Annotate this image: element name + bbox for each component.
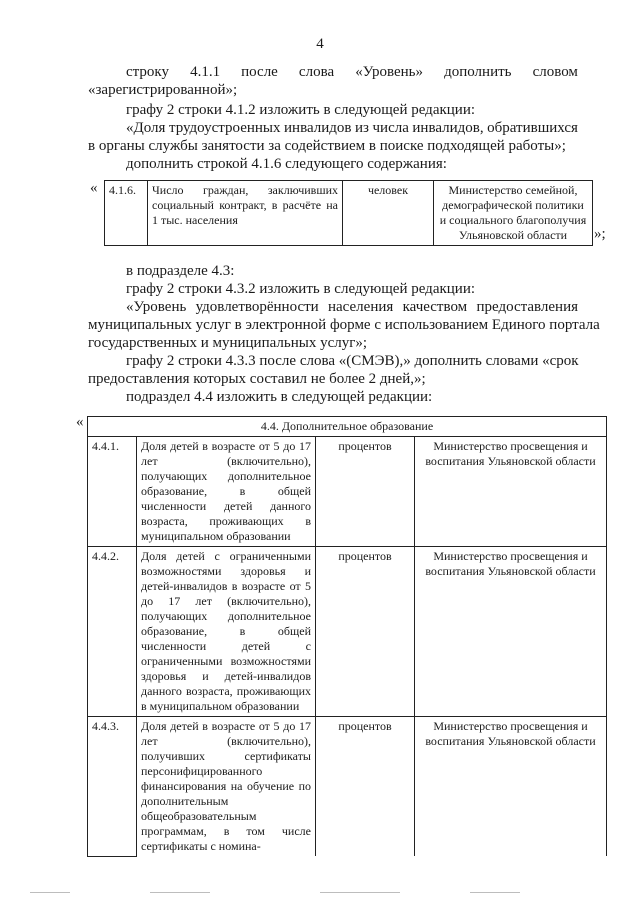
close-quote-mark: »; — [594, 226, 606, 242]
row-number: 4.4.3. — [88, 717, 137, 857]
paragraph-line-13: предоставления которых составил не более 2 дней,»; — [88, 371, 426, 387]
word: трудоустроенных — [168, 120, 281, 136]
paragraph-line-11: государственных и муниципальных услуг»; — [88, 335, 368, 351]
word: удовлетворённости — [195, 299, 319, 315]
word: населения — [328, 299, 394, 315]
unit-cell: человек — [343, 181, 434, 246]
unit-cell: процентов — [316, 547, 415, 717]
ministry-cell: Министерство просвещения и воспитания Ульяновской области — [415, 547, 607, 717]
word: из — [355, 120, 369, 136]
word: числа — [372, 120, 409, 136]
paragraph-line-2: «зарегистрированной»; — [88, 82, 238, 98]
word: обратившихся — [487, 120, 578, 136]
paragraph-line-8: графу 2 строки 4.3.2 изложить в следующей редакции: — [126, 281, 476, 297]
paragraph-line-6: дополнить строкой 4.1.6 следующего содержания: — [126, 156, 447, 172]
table-row — [88, 547, 607, 717]
paragraph-line-14: подраздел 4.4 изложить в следующей редакции: — [126, 389, 433, 405]
ministry-cell: Министерство семейной, демографической политики и социального благополучия Ульяновской области — [434, 181, 593, 246]
row-number: 4.4.2. — [88, 547, 137, 717]
paragraph-line-3: графу 2 строки 4.1.2 изложить в следующей редакции: — [126, 102, 476, 118]
scan-artifact — [0, 888, 640, 898]
word: словом — [532, 64, 578, 80]
section-title: 4.4. Дополнительное образование — [88, 417, 607, 437]
indicator-text: Доля детей в возрасте от 5 до 17 лет (включительно), получающих дополнительное образование, в общей численности детей данного возраста, проживающих в муниципальном образовании — [137, 437, 316, 547]
open-quote-mark: « — [76, 414, 84, 430]
word: 4.1.1 — [190, 64, 221, 80]
indicator-text: Доля детей в возрасте от 5 до 17 лет (включительно), получивших сертификаты персонифицированного финансирования на обучение по дополнительным общеобразовательным программам, в том числе сертификаты с номина- — [137, 717, 316, 857]
word: после — [241, 64, 278, 80]
word: предоставления — [476, 299, 578, 315]
indicator-text: Доля детей с ограниченными возможностями здоровья и детей-инвалидов в возрасте от 5 до 17 лет (включительно), получающих дополнительное образование, в общей численности детей с ограниченными возможностями здоровья и детей-инвалидов данного возраста, проживающих в муниципальном образовании — [137, 547, 316, 717]
table-row-4-1-6 — [104, 180, 593, 246]
page-number: 4 — [316, 36, 324, 52]
ministry-cell: Министерство просвещения и воспитания Ульяновской области — [415, 717, 607, 857]
paragraph-line-10: муниципальных услуг в электронной форме с использованием Единого портала — [88, 317, 600, 333]
word: слова — [298, 64, 335, 80]
paragraph-line-12: графу 2 строки 4.3.3 после слова «(СМЭВ),» дополнить словами «срок — [126, 353, 579, 369]
paragraph-line-1 — [126, 63, 578, 81]
open-quote-mark: « — [90, 180, 98, 196]
table-row — [88, 437, 607, 547]
indicator-text: Число граждан, заключивших социальный контракт, в расчёте на 1 тыс. населения — [148, 181, 343, 246]
paragraph-line-9 — [126, 298, 578, 316]
word: качеством — [402, 299, 468, 315]
ministry-cell: Министерство просвещения и воспитания Ульяновской области — [415, 437, 607, 547]
word: дополнить — [444, 64, 512, 80]
unit-cell: процентов — [316, 437, 415, 547]
paragraph-line-4 — [126, 119, 578, 137]
word: строку — [126, 64, 169, 80]
paragraph-line-7: в подразделе 4.3: — [126, 263, 235, 279]
paragraph-line-5: в органы службы занятости за содействием в поиске подходящей работы»; — [88, 138, 566, 154]
row-number: 4.1.6. — [105, 181, 148, 246]
word: «Уровень» — [355, 64, 424, 80]
word: инвалидов — [284, 120, 352, 136]
unit-cell: процентов — [316, 717, 415, 857]
word: «Доля — [126, 120, 166, 136]
word: инвалидов, — [412, 120, 484, 136]
section-4-4-table — [87, 416, 607, 857]
table-row — [88, 717, 607, 857]
word: «Уровень — [126, 299, 187, 315]
row-number: 4.4.1. — [88, 437, 137, 547]
